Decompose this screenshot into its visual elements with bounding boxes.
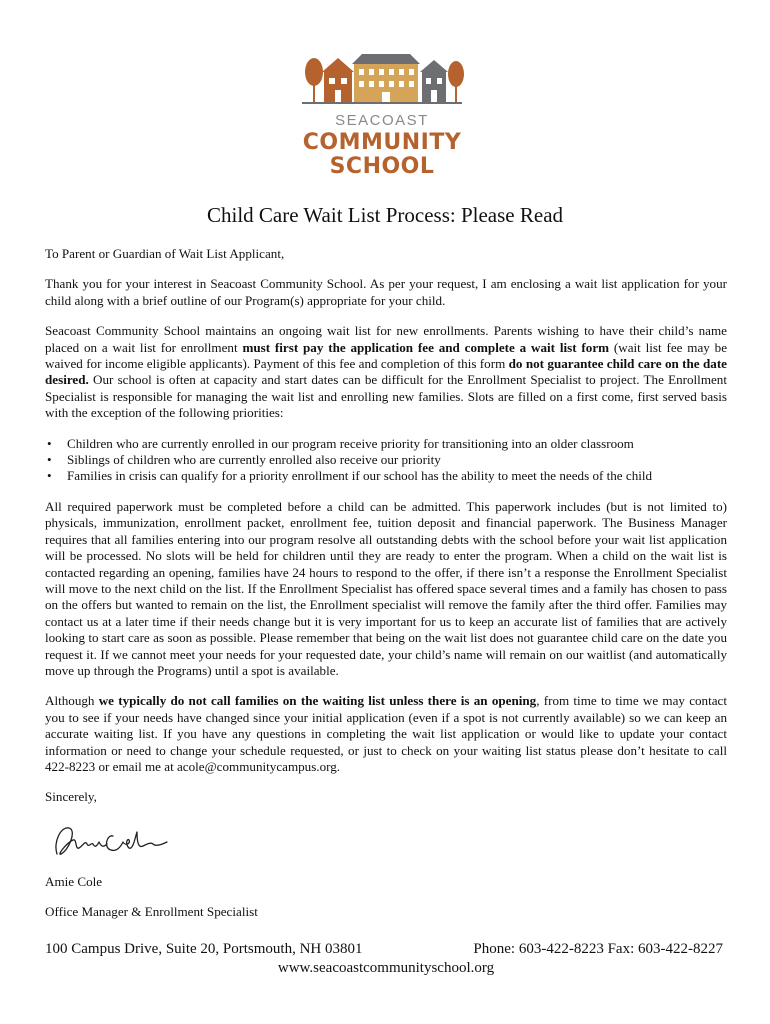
list-item: • Siblings of children who are currently enrolled also receive our priority bbox=[45, 452, 727, 468]
closing: Sincerely, bbox=[45, 789, 97, 805]
logo-text-community: COMMUNITY bbox=[302, 130, 462, 155]
signer-name: Amie Cole bbox=[45, 873, 103, 889]
signer-title: Office Manager & Enrollment Specialist bbox=[45, 904, 258, 920]
logo-text-seacoast: SEACOAST bbox=[335, 112, 429, 129]
salutation: To Parent or Guardian of Wait List Applicant, bbox=[45, 246, 285, 261]
list-item: • Families in crisis can qualify for a priority enrollment if our school has the ability to meet the needs of the child bbox=[45, 468, 727, 484]
school-buildings-icon bbox=[292, 50, 472, 112]
signature-image bbox=[47, 816, 177, 866]
footer-address: 100 Campus Drive, Suite 20, Portsmouth, NH 03801 bbox=[45, 941, 363, 957]
priority-list bbox=[45, 436, 727, 485]
signature bbox=[47, 816, 727, 866]
logo-text-school: SCHOOL bbox=[329, 154, 435, 179]
paperwork-paragraph: All required paperwork must be completed before a child can be admitted. This paperwork includes (but is not limited to) physicals, immunization, enrollment packet, enrollment fee, tuition deposit and financial paperwork. The Business Manager requires that all families entering into our program resolve all outstanding debts with the school before your wait list application will be processed. No slots will be held for children until they are ready to enter the program. When a child on the wait list is contacted regarding an opening, families have 24 hours to respond to the offer, if there isn’t a response the Enrollment Specialist will move to the next child on the list. If the Enrollment Specialist has offered space several times and a family has chosen to pass on the offers but wanted to remain on the list, the Enrollment specialist will remove the family after the third offer. Families may contact us at a later time if their needs change but it is very important for us to keep an accurate list of families that are actively looking to start care as soon as possible. Please remember that being on the wait list does not guarantee child care on the date you request it. If we cannot meet your needs for your requested date, your child’s name will remain on our waitlist (and automatically move up through the Programs) until a spot is available. bbox=[45, 498, 727, 678]
page-title: Child Care Wait List Process: Please Read bbox=[206, 203, 564, 227]
school-logo bbox=[292, 50, 472, 192]
letter-body bbox=[45, 246, 727, 935]
footer-phone: Phone: 603-422-8223 Fax: 603-422-8227 bbox=[473, 941, 723, 957]
contact-paragraph: Although we typically do not call families on the waiting list unless there is an opening, from time to time we may contact you to see if your needs have changed since your initial application (even if a spot is not currently available) so we can keep an accurate waiting list. If you have any questions in completing the wait list application or would like to update your contact information or need to change your schedule requested, or just to check on your waiting list status please don’t hesitate to call 422-8223 or email me at acole@communitycampus.org. bbox=[45, 693, 727, 774]
footer-website[interactable]: www.seacoastcommunityschool.org bbox=[277, 960, 495, 976]
list-item: • Children who are currently enrolled in our program receive priority for transitioning into an older classroom bbox=[45, 436, 727, 452]
intro-paragraph: Thank you for your interest in Seacoast Community School. As per your request, I am enclosing a wait list application for your child along with a brief outline of our Program(s) appropriate for your child. bbox=[45, 276, 727, 308]
waitlist-paragraph: Seacoast Community School maintains an ongoing wait list for new enrollments. Parents wishing to have their child’s name placed on a wait list for enrollment must first pay the application fee and complete a wait list form (wait list fee may be waived for income eligible applicants). Payment of this fee and completion of this form do not guarantee child care on the date desired. Our school is often at capacity and start dates can be difficult for the Enrollment Specialist to project. The Enrollment Specialist is responsible for managing the wait list and enrolling new families. Slots are filled on a first come, first served basis with the exception of the following priorities: bbox=[45, 323, 728, 421]
